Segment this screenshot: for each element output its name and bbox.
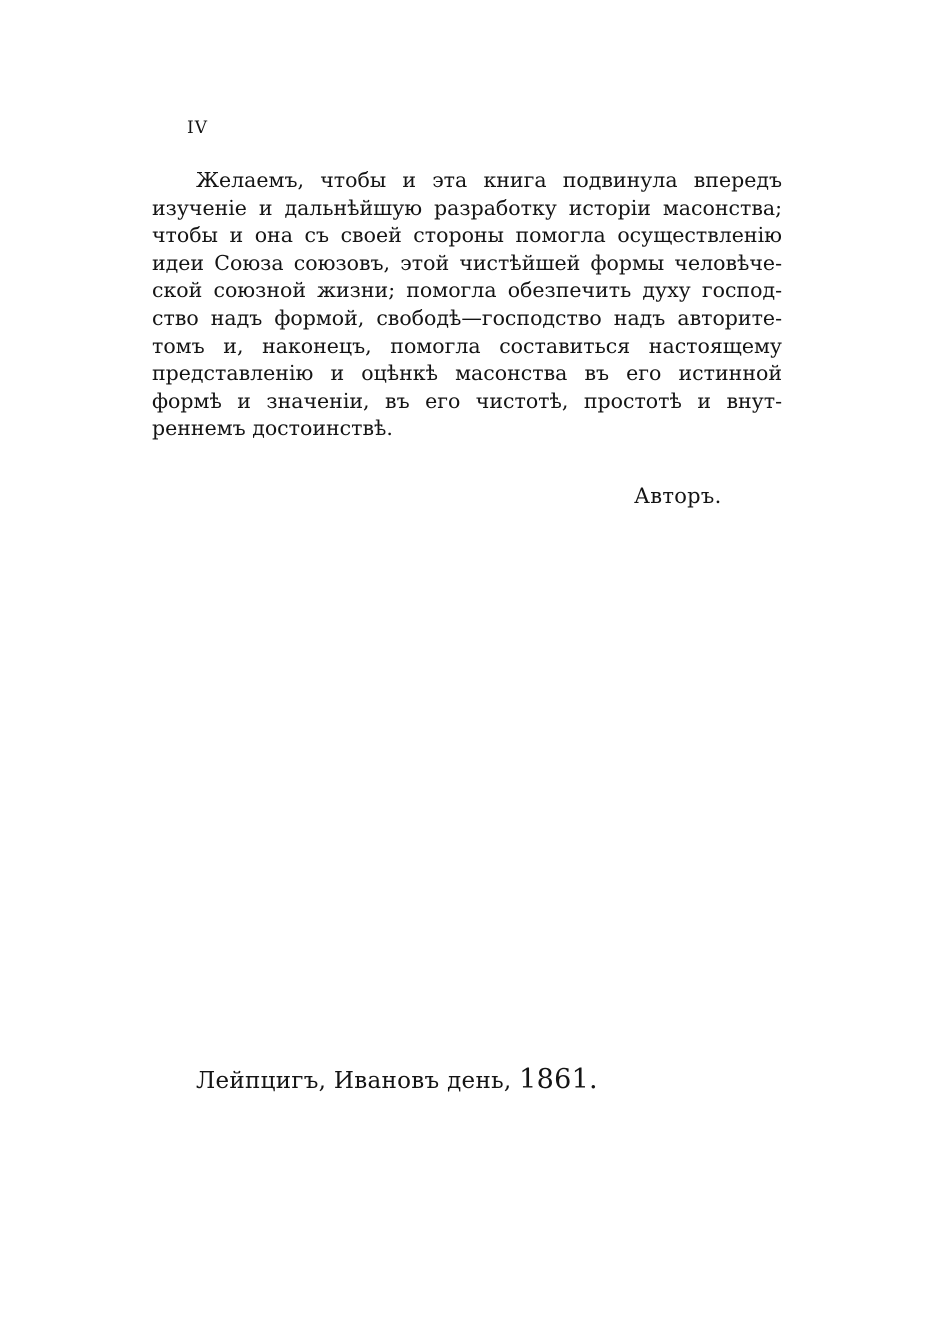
paragraph-line: чтобы и она съ своей стороны помогла осуществленію: [152, 223, 782, 248]
imprint-place-date: Лейпцигъ, Ивановъ день,: [196, 1068, 512, 1094]
paragraph-line: изученіе и дальнѣйшую разработку исторіи масонства;: [152, 195, 782, 220]
page-number: IV: [187, 118, 208, 138]
paragraph-line: формѣ и значеніи, въ его чистотѣ, простотѣ и внут-: [152, 388, 782, 413]
preface-paragraph: [152, 167, 782, 443]
paragraph-line: представленію и оцѣнкѣ масонства въ его истинной: [152, 361, 782, 386]
paragraph-line: Желаемъ, чтобы и эта книга подвинула впередъ: [196, 168, 782, 192]
imprint-line: [196, 1064, 598, 1095]
paragraph-line: идеи Союза союзовъ, этой чистѣйшей формы человѣче-: [152, 250, 782, 275]
imprint-year: 1861.: [519, 1064, 598, 1095]
paragraph-line: ство надъ формой, свободѣ—господство надъ авторите-: [152, 305, 782, 330]
paragraph-line: реннемъ достоинствѣ.: [152, 416, 393, 441]
paragraph-line: томъ и, наконецъ, помогла составиться настоящему: [152, 333, 782, 358]
paragraph-line: ской союзной жизни; помогла обезпечить духу господ-: [152, 278, 782, 303]
author-signature: Авторъ.: [634, 484, 722, 508]
